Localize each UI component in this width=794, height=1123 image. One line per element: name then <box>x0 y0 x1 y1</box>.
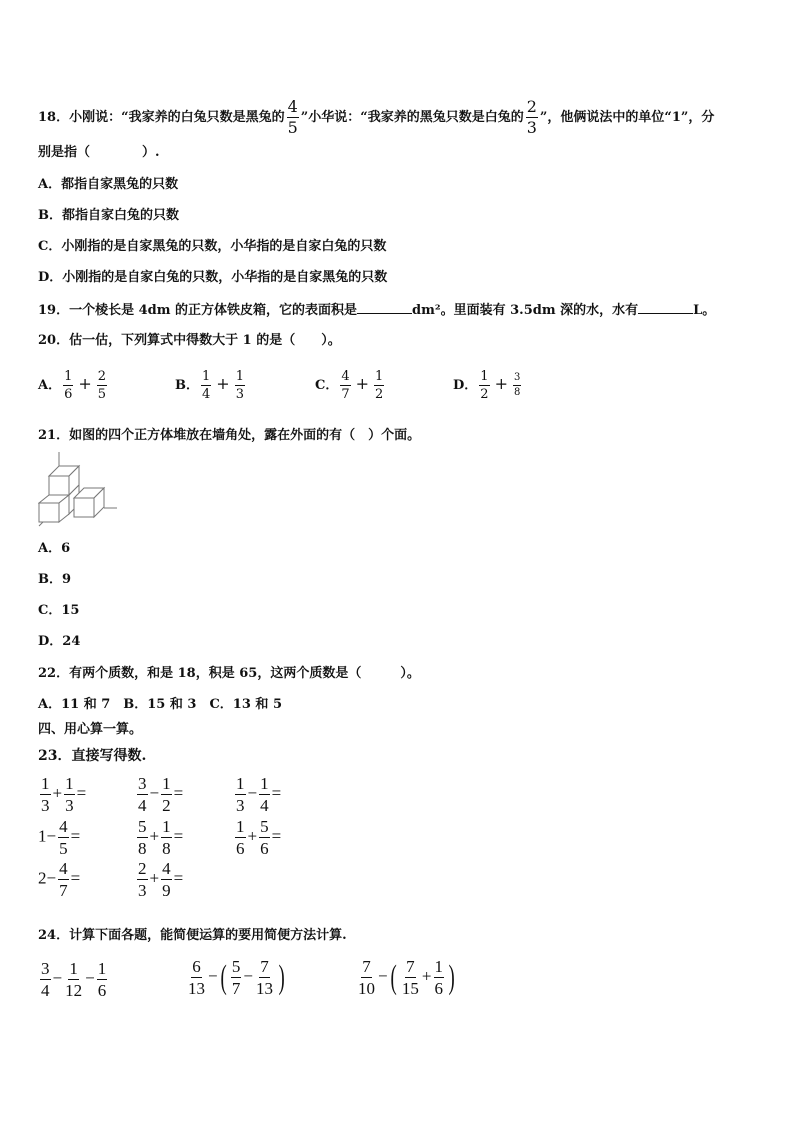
q18-option-d: D．小刚指的是自家白兔的只数，小华指的是自家黑兔的只数 <box>38 270 388 285</box>
answer-blank[interactable] <box>357 302 412 314</box>
answer-blank[interactable] <box>638 302 693 314</box>
mental-math-item: 2− $\frac{4}{7}$ = <box>38 859 81 900</box>
q21-option-b: B．9 <box>38 572 72 587</box>
q20-option-c: C． $\frac{4}{7}$ + $\frac{1}{2}$ <box>315 369 384 402</box>
q18-line1: 18．小刚说：“我家养的白兔只数是黑兔的 $\frac{4}{5}$ ”小华说：“我家养的黑兔只数是白兔的 $\frac{2}{3}$ ”，他俩说法中的单位“1”，分 <box>38 97 715 137</box>
q21-option-c: C．15 <box>38 603 80 618</box>
q18-option-a: A．都指自家黑兔的只数 <box>38 177 179 192</box>
fraction: $\frac{2}{3}$ <box>526 97 537 137</box>
mental-math-item: $\frac{1}{6}$ + $\frac{5}{6}$ = <box>236 817 282 858</box>
q20-line: 20．估一估，下列算式中得数大于 1 的是（ ）。 <box>38 333 341 348</box>
q20-option-b: B． $\frac{1}{4}$ + $\frac{1}{3}$ <box>175 369 244 402</box>
fraction: $\frac{4}{5}$ <box>287 97 298 137</box>
q19-line: 19．一个棱长是 4dm 的正方体铁皮箱，它的表面积是 dm²。里面装有 3.5dm 深的水，水有 L。 <box>38 303 716 318</box>
q20-option-a: A． $\frac{1}{6}$ + $\frac{2}{5}$ <box>38 369 107 402</box>
q23-title: 23．直接写得数. <box>38 748 147 764</box>
mental-math-item: $\frac{2}{3}$ + $\frac{4}{9}$ = <box>138 859 184 900</box>
mental-math-item: $\frac{5}{8}$ + $\frac{1}{8}$ = <box>138 817 184 858</box>
q18-option-c: C．小刚指的是自家黑兔的只数，小华指的是自家白兔的只数 <box>38 239 387 254</box>
q18-line2: 别是指（ ）. <box>38 145 160 160</box>
q22-options: A．11 和 7 B．15 和 3 C．13 和 5 <box>38 697 282 712</box>
q21-option-a: A．6 <box>38 541 71 556</box>
mental-math-item: $\frac{1}{3}$ − $\frac{1}{4}$ = <box>236 774 282 815</box>
section-heading: 四、用心算一算。 <box>38 722 143 737</box>
mental-math-item: $\frac{3}{4}$ − $\frac{1}{2}$ = <box>138 774 184 815</box>
q21-line: 21．如图的四个正方体堆放在墙角处，露在外面的有（ ）个面。 <box>38 428 421 443</box>
q18-option-b: B．都指自家白兔的只数 <box>38 208 179 223</box>
q24-expression-3: $\frac{7}{10}$ −( $\frac{7}{15}$ + $\frac{1}{6}$ ) <box>358 957 455 998</box>
q22-line: 22．有两个质数，和是 18，积是 65，这两个质数是（ ）。 <box>38 666 420 681</box>
q24-expression-1: $\frac{3}{4}$ − $\frac{1}{12}$ − $\frac{1}{6}$ <box>41 959 107 1000</box>
mental-math-item: $\frac{1}{3}$ + $\frac{1}{3}$ = <box>41 774 87 815</box>
q20-option-d: D． $\frac{1}{2}$ + $\frac{3}{8}$ <box>453 369 521 402</box>
q24-expression-2: $\frac{6}{13}$ −( $\frac{5}{7}$ − $\frac{7}{13}$ ) <box>188 957 285 998</box>
q21-option-d: D．24 <box>38 634 81 649</box>
cube-stack-figure <box>38 452 118 528</box>
q24-title: 24．计算下面各题，能简便运算的要用简便方法计算. <box>38 928 347 943</box>
mental-math-item: 1− $\frac{4}{5}$ = <box>38 817 81 858</box>
